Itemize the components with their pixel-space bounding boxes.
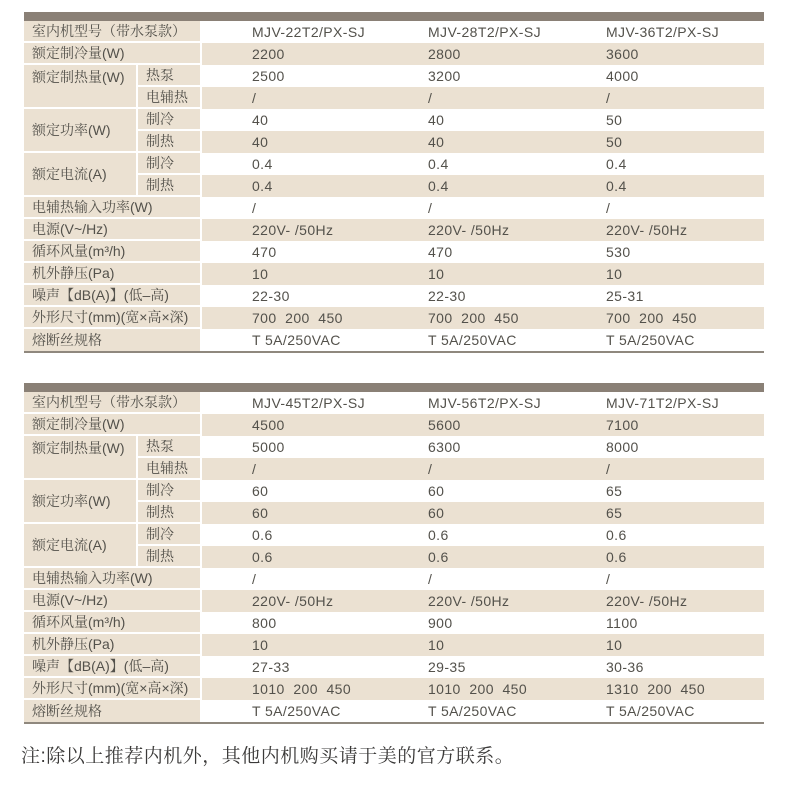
spec-row [24, 700, 764, 722]
spec-row [24, 524, 764, 546]
spec-value: 220V- /50Hz [200, 219, 378, 241]
spec-value: T 5A/250VAC [200, 329, 378, 351]
spec-value: 2200 [200, 43, 378, 65]
spec-value: 0.4 [556, 153, 764, 175]
spec-row [24, 21, 764, 43]
spec-row [24, 590, 764, 612]
spec-value: 22-30 [378, 285, 556, 307]
spec-row [24, 414, 764, 436]
spec-value: 10 [556, 263, 764, 285]
spec-value: 700 200 450 [378, 307, 556, 329]
spec-value: 0.6 [200, 524, 378, 546]
spec-value: / [556, 458, 764, 480]
spec-row [24, 329, 764, 351]
spec-value: 40 [200, 131, 378, 153]
row-label: 机外静压(Pa) [24, 634, 200, 656]
row-label: 外形尺寸(mm)(宽×高×深) [24, 678, 200, 700]
model-header-label: 室内机型号（带水泵款） [24, 21, 200, 43]
indoor-unit-spec-table-2 [24, 383, 764, 724]
spec-value: 0.6 [556, 524, 764, 546]
spec-value: 3200 [378, 65, 556, 87]
row-label: 额定制热量(W) [24, 65, 136, 109]
spec-value: 0.6 [200, 546, 378, 568]
model-name: MJV-22T2/PX-SJ [200, 21, 378, 43]
row-label: 额定制热量(W) [24, 436, 136, 480]
row-label: 电辅热输入功率(W) [24, 197, 200, 219]
row-label: 电源(V~/Hz) [24, 590, 200, 612]
spec-value: / [200, 197, 378, 219]
spec-value: 530 [556, 241, 764, 263]
row-label: 电辅热输入功率(W) [24, 568, 200, 590]
spec-value: 0.4 [556, 175, 764, 197]
row-sublabel: 电辅热 [136, 458, 200, 480]
spec-value: 10 [378, 263, 556, 285]
model-name: MJV-71T2/PX-SJ [556, 392, 764, 414]
spec-value: / [378, 568, 556, 590]
row-label: 噪声【dB(A)】(低–高) [24, 285, 200, 307]
spec-value: 40 [378, 109, 556, 131]
model-header-label: 室内机型号（带水泵款） [24, 392, 200, 414]
spec-value: 2500 [200, 65, 378, 87]
spec-value: 0.4 [378, 175, 556, 197]
row-sublabel: 制冷 [136, 153, 200, 175]
spec-row [24, 109, 764, 131]
row-label: 机外静压(Pa) [24, 263, 200, 285]
spec-value: 5600 [378, 414, 556, 436]
spec-row [24, 153, 764, 175]
indoor-unit-spec-table-1 [24, 0, 764, 353]
row-label: 循环风量(m³/h) [24, 241, 200, 263]
table-top-bar [24, 12, 764, 21]
spec-table [24, 392, 764, 724]
row-label: 熔断丝规格 [24, 329, 200, 351]
row-sublabel: 热泵 [136, 436, 200, 458]
spec-row [24, 634, 764, 656]
row-label: 循环风量(m³/h) [24, 612, 200, 634]
spec-value: T 5A/250VAC [378, 329, 556, 351]
model-name: MJV-28T2/PX-SJ [378, 21, 556, 43]
spec-row [24, 436, 764, 458]
row-sublabel: 制热 [136, 175, 200, 197]
spec-value: 700 200 450 [200, 307, 378, 329]
spec-value: 10 [200, 263, 378, 285]
spec-table [24, 21, 764, 353]
spec-value: 10 [556, 634, 764, 656]
row-sublabel: 制冷 [136, 524, 200, 546]
spec-row [24, 43, 764, 65]
spec-value: 60 [378, 480, 556, 502]
row-sublabel: 制冷 [136, 480, 200, 502]
spec-value: 0.6 [556, 546, 764, 568]
spec-row [24, 612, 764, 634]
row-label: 噪声【dB(A)】(低–高) [24, 656, 200, 678]
spec-value: 30-36 [556, 656, 764, 678]
spec-row [24, 219, 764, 241]
row-sublabel: 热泵 [136, 65, 200, 87]
spec-value: 800 [200, 612, 378, 634]
spec-value: 29-35 [378, 656, 556, 678]
spec-value: 6300 [378, 436, 556, 458]
row-sublabel: 制热 [136, 502, 200, 524]
spec-value: 220V- /50Hz [200, 590, 378, 612]
model-name: MJV-56T2/PX-SJ [378, 392, 556, 414]
spec-value: 470 [200, 241, 378, 263]
spec-value: 220V- /50Hz [556, 219, 764, 241]
spec-value: 50 [556, 131, 764, 153]
row-label: 熔断丝规格 [24, 700, 200, 722]
row-sublabel: 电辅热 [136, 87, 200, 109]
spec-row [24, 197, 764, 219]
spec-value: 7100 [556, 414, 764, 436]
spec-value: 40 [200, 109, 378, 131]
spec-value: 60 [200, 480, 378, 502]
spec-value: 0.6 [378, 546, 556, 568]
spec-value: / [378, 87, 556, 109]
spec-value: 60 [378, 502, 556, 524]
spec-value: 25-31 [556, 285, 764, 307]
spec-value: / [200, 458, 378, 480]
spec-value: 0.6 [378, 524, 556, 546]
spec-value: 220V- /50Hz [556, 590, 764, 612]
row-label: 额定功率(W) [24, 480, 136, 524]
spec-value: 10 [378, 634, 556, 656]
spec-value: 900 [378, 612, 556, 634]
spec-value: T 5A/250VAC [378, 700, 556, 722]
spec-value: 40 [378, 131, 556, 153]
spec-value: 3600 [556, 43, 764, 65]
spec-value: 8000 [556, 436, 764, 458]
row-label: 额定制冷量(W) [24, 43, 200, 65]
spec-value: 220V- /50Hz [378, 219, 556, 241]
spec-value: T 5A/250VAC [556, 700, 764, 722]
row-label: 额定功率(W) [24, 109, 136, 153]
footnote: 注:除以上推荐内机外，其他内机购买请于美的官方联系。 [21, 746, 515, 767]
spec-value: 65 [556, 502, 764, 524]
spec-value: 2800 [378, 43, 556, 65]
spec-row [24, 65, 764, 87]
spec-value: / [556, 197, 764, 219]
spec-value: T 5A/250VAC [200, 700, 378, 722]
row-sublabel: 制热 [136, 546, 200, 568]
spec-value: 1100 [556, 612, 764, 634]
spec-value: 700 200 450 [556, 307, 764, 329]
spec-value: 0.4 [200, 175, 378, 197]
spec-value: / [200, 87, 378, 109]
spec-value: / [378, 197, 556, 219]
spec-value: 22-30 [200, 285, 378, 307]
spec-value: T 5A/250VAC [556, 329, 764, 351]
spec-value: 0.4 [378, 153, 556, 175]
row-label: 额定制冷量(W) [24, 414, 200, 436]
spec-value: 5000 [200, 436, 378, 458]
model-name: MJV-36T2/PX-SJ [556, 21, 764, 43]
row-label: 额定电流(A) [24, 524, 136, 568]
row-label: 外形尺寸(mm)(宽×高×深) [24, 307, 200, 329]
spec-value: 27-33 [200, 656, 378, 678]
row-label: 电源(V~/Hz) [24, 219, 200, 241]
row-sublabel: 制热 [136, 131, 200, 153]
spec-value: 60 [200, 502, 378, 524]
spec-row [24, 241, 764, 263]
spec-value: 4000 [556, 65, 764, 87]
spec-row [24, 568, 764, 590]
spec-value: 0.4 [200, 153, 378, 175]
spec-value: 4500 [200, 414, 378, 436]
spec-row [24, 678, 764, 700]
spec-row [24, 656, 764, 678]
spec-value: 470 [378, 241, 556, 263]
spec-value: 65 [556, 480, 764, 502]
spec-value: 1010 200 450 [378, 678, 556, 700]
spec-value: / [200, 568, 378, 590]
spec-row [24, 480, 764, 502]
spec-value: 50 [556, 109, 764, 131]
table-top-bar [24, 383, 764, 392]
row-label: 额定电流(A) [24, 153, 136, 197]
spec-value: / [556, 87, 764, 109]
spec-value: / [378, 458, 556, 480]
spec-row [24, 307, 764, 329]
spec-row [24, 392, 764, 414]
model-name: MJV-45T2/PX-SJ [200, 392, 378, 414]
spec-value: / [556, 568, 764, 590]
row-sublabel: 制冷 [136, 109, 200, 131]
spec-value: 220V- /50Hz [378, 590, 556, 612]
spec-value: 1310 200 450 [556, 678, 764, 700]
spec-value: 1010 200 450 [200, 678, 378, 700]
spec-value: 10 [200, 634, 378, 656]
spec-row [24, 285, 764, 307]
spec-row [24, 263, 764, 285]
